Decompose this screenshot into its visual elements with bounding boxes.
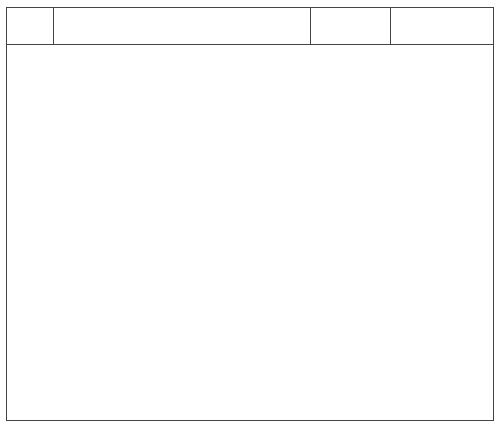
header-description (54, 8, 311, 44)
header-num (7, 8, 54, 44)
materials-table (6, 7, 494, 421)
header-used (391, 8, 495, 44)
header-mark (311, 8, 391, 44)
table-header (7, 8, 493, 45)
